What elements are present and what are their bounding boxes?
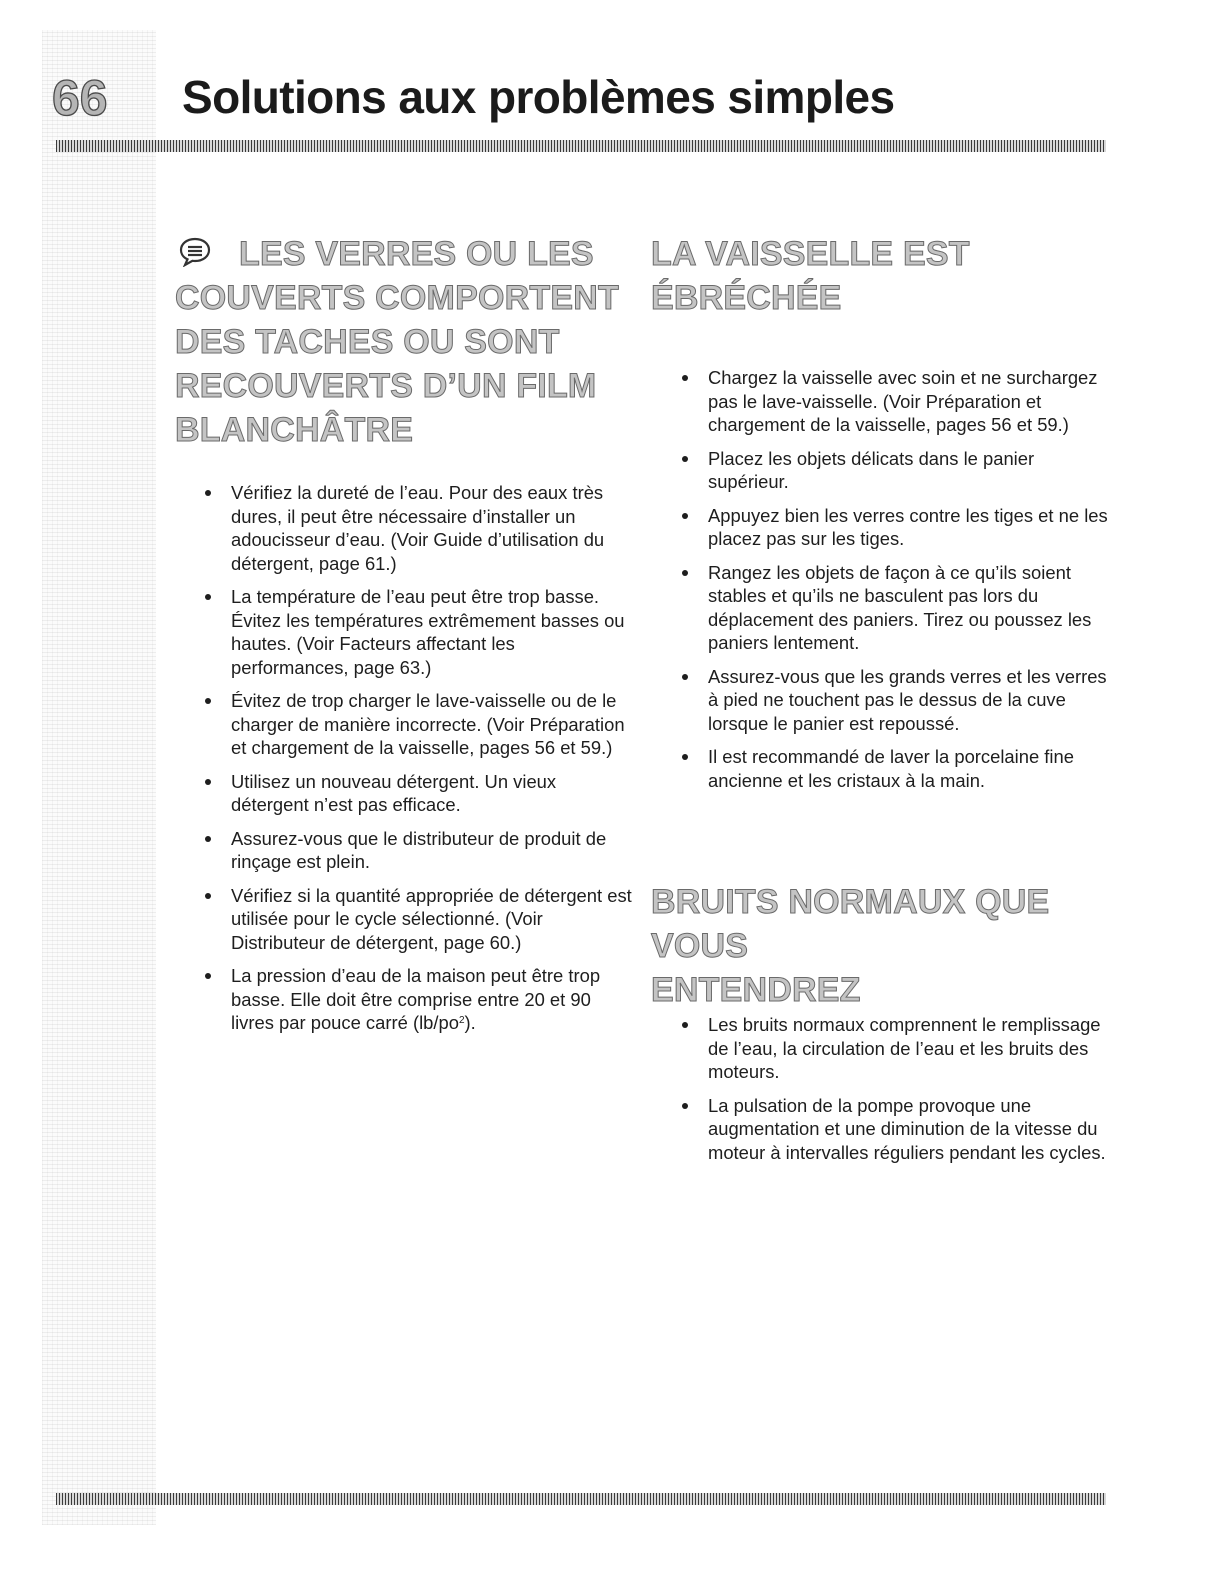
heading-line: BLANCHÂTRE <box>175 411 414 449</box>
list-item: La température de l’eau peut être trop basse. Évitez les températures extrêmement basses ou hautes. (Voir Facteurs affectant les performances, page 63.) <box>205 585 635 679</box>
page-title: Solutions aux problèmes simples <box>182 71 895 123</box>
list-item <box>205 964 635 1035</box>
page-number: 66 <box>52 70 108 126</box>
chipped-bullet-list <box>682 366 1112 792</box>
list-item: Il est recommandé de laver la porcelaine fine ancienne et les cristaux à la main. <box>682 745 1112 792</box>
section-noises <box>651 880 1121 1012</box>
heading-line: LA VAISSELLE EST <box>651 235 970 273</box>
heading-line: ÉBRÉCHÉE <box>651 279 842 317</box>
glasses-bullet-list <box>205 481 635 1035</box>
list-item: Chargez la vaisselle avec soin et ne surchargez pas le lave-vaisselle. (Voir Préparation et chargement de la vaisselle, pages 56 et 59.) <box>682 366 1112 437</box>
list-item-text: La pression d’eau de la maison peut être trop basse. Elle doit être comprise entre 20 et 90 livres par pouce carré (lb/po <box>231 965 601 1033</box>
heading-line: BRUITS NORMAUX QUE VOUS <box>651 883 1050 965</box>
section-glasses-heading <box>175 232 640 452</box>
heading-line: COUVERTS COMPORTENT <box>175 279 619 317</box>
list-item: Appuyez bien les verres contre les tiges et ne les placez pas sur les tiges. <box>682 504 1112 551</box>
section-glasses <box>175 232 640 452</box>
list-item: Évitez de trop charger le lave-vaisselle ou de le charger de manière incorrecte. (Voir Préparation et chargement de la vaisselle, pages 56 et 59.) <box>205 689 635 760</box>
list-item: Vérifiez la dureté de l’eau. Pour des eaux très dures, il peut être nécessaire d’installer un adoucisseur d’eau. (Voir Guide d’utilisation du détergent, page 61.) <box>205 481 635 575</box>
list-item: Vérifiez si la quantité appropriée de détergent est utilisée pour le cycle sélectionné. (Voir Distributeur de détergent, page 60.) <box>205 884 635 955</box>
section-noises-heading <box>651 880 1121 1012</box>
heading-line: RECOUVERTS D’UN FILM <box>175 367 597 405</box>
superscript: 2 <box>458 1015 465 1026</box>
list-item: Les bruits normaux comprennent le remplissage de l’eau, la circulation de l’eau et les bruits des moteurs. <box>682 1013 1112 1084</box>
list-item: Assurez-vous que le distributeur de produit de rinçage est plein. <box>205 827 635 874</box>
list-item: Rangez les objets de façon à ce qu’ils soient stables et qu’ils ne basculent pas lors du déplacement des paniers. Tirez ou poussez les paniers lentement. <box>682 561 1112 655</box>
list-item: Placez les objets délicats dans le panier supérieur. <box>682 447 1112 494</box>
footer-rule <box>56 1493 1106 1505</box>
list-item: La pulsation de la pompe provoque une augmentation et une diminution de la vitesse du moteur à intervalles réguliers pendant les cycles. <box>682 1094 1112 1165</box>
header-rule <box>56 140 1106 152</box>
section-chipped <box>651 232 1111 320</box>
list-item-suffix: ). <box>464 1012 476 1033</box>
section-chipped-heading <box>651 232 1111 320</box>
side-margin-pattern <box>42 30 156 1525</box>
noises-bullet-list <box>682 1013 1112 1164</box>
list-item: Assurez-vous que les grands verres et les verres à pied ne touchent pas le dessus de la cuve lorsque le panier est repoussé. <box>682 665 1112 736</box>
heading-line: DES TACHES OU SONT <box>175 323 560 361</box>
list-item: Utilisez un nouveau détergent. Un vieux détergent n’est pas efficace. <box>205 770 635 817</box>
heading-line: LES VERRES OU LES <box>239 235 594 273</box>
comment-icon <box>179 234 211 264</box>
heading-line: ENTENDREZ <box>651 971 861 1009</box>
